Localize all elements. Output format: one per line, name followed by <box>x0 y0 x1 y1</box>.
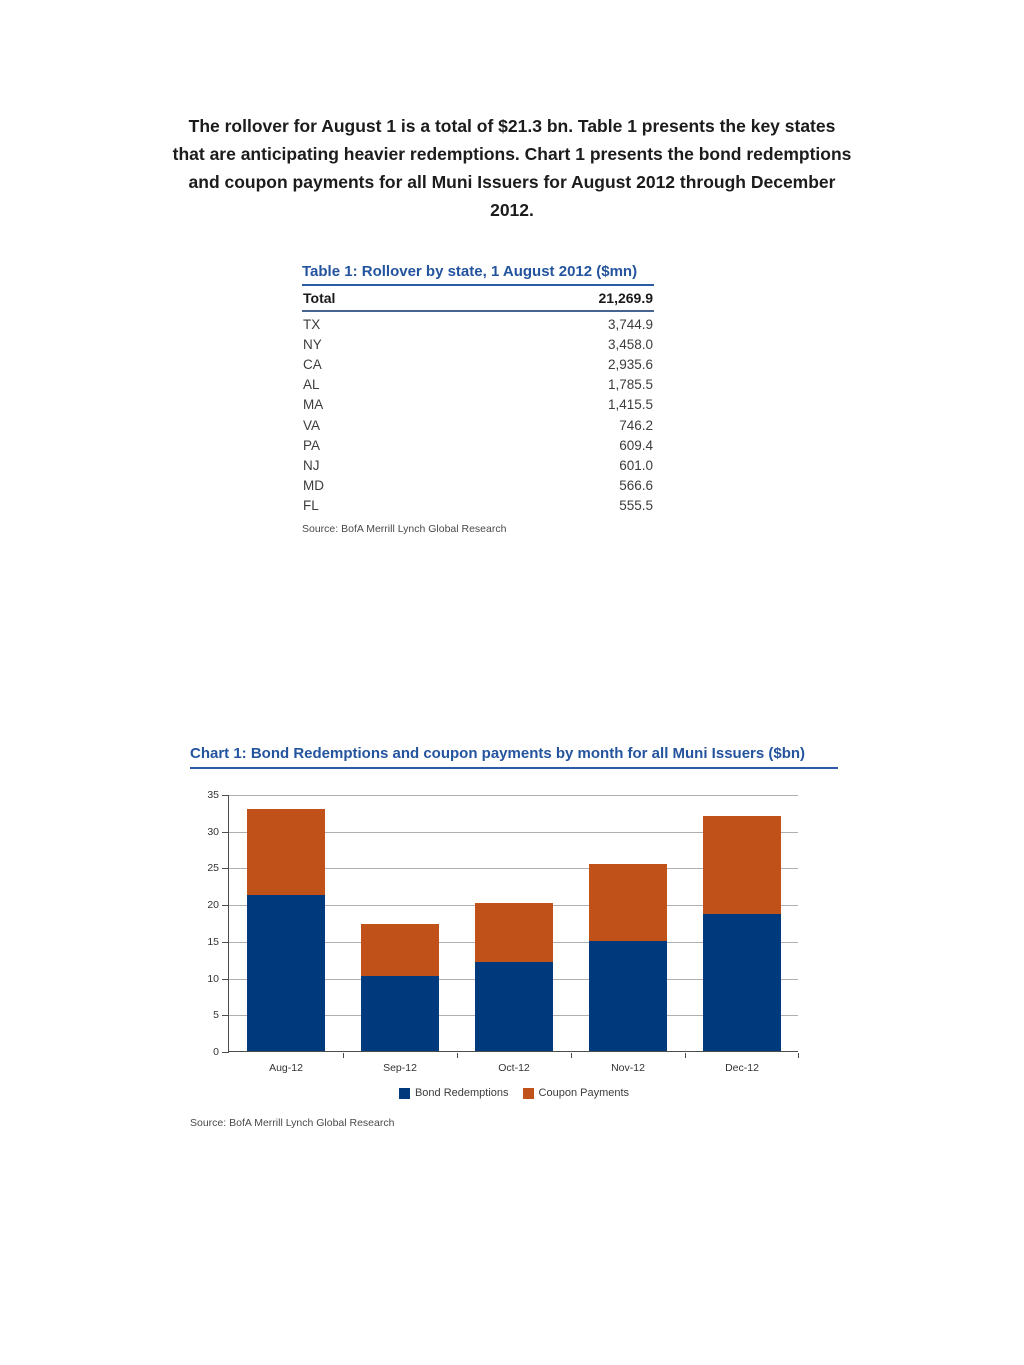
intro-line: 2012. <box>490 200 534 220</box>
table-row-state: MD <box>303 478 324 494</box>
table-title: Table 1: Rollover by state, 1 August 2012 ($mn) <box>302 263 654 286</box>
bar-segment-coupon-payments <box>703 816 781 914</box>
x-axis-tick <box>798 1053 799 1058</box>
x-axis-tick <box>571 1053 572 1058</box>
table-row-value: 746.2 <box>619 417 653 433</box>
intro-line: and coupon payments for all Muni Issuers for August 2012 through December <box>188 172 836 192</box>
x-axis-label: Oct-12 <box>498 1062 530 1074</box>
table-row-value: 1,785.5 <box>607 377 653 393</box>
table-row-state: TX <box>303 316 321 332</box>
table-row-value: 601.0 <box>619 457 653 473</box>
table-row <box>302 334 654 354</box>
chart-plot-area <box>207 789 798 1074</box>
y-axis-tick <box>222 905 229 906</box>
legend-label: Bond Redemptions <box>414 1087 509 1099</box>
legend-swatch-icon <box>523 1088 534 1099</box>
table-row-state: NJ <box>303 457 320 473</box>
table-row-state: PA <box>303 437 321 453</box>
table-row <box>302 395 654 415</box>
table-row <box>302 375 654 395</box>
table-source: Source: BofA Merrill Lynch Global Research <box>302 522 507 535</box>
rollover-table <box>302 263 654 535</box>
bar-segment-bond-redemptions <box>361 976 439 1051</box>
bar-segment-bond-redemptions <box>589 941 667 1051</box>
table-row-value: 1,415.5 <box>607 397 653 413</box>
table-row <box>302 435 654 455</box>
legend-item <box>399 1087 509 1099</box>
table-rows <box>302 312 654 516</box>
table-row <box>302 455 654 475</box>
table-row-state: CA <box>303 356 322 372</box>
bar-segment-coupon-payments <box>247 809 325 895</box>
y-axis-label: 20 <box>207 899 219 912</box>
table-row-state: NY <box>303 336 322 352</box>
y-axis-tick <box>222 795 229 796</box>
stacked-bar-dec-12 <box>703 816 781 1051</box>
legend-item <box>523 1087 630 1099</box>
table-row-state: FL <box>303 498 319 514</box>
stacked-bar-sep-12 <box>361 924 439 1051</box>
x-axis-label: Sep-12 <box>383 1062 417 1074</box>
x-axis-tick <box>685 1053 686 1058</box>
table-row-state: MA <box>303 397 324 413</box>
stacked-bar-oct-12 <box>475 903 553 1051</box>
y-axis-label: 15 <box>207 935 219 948</box>
intro-line: that are anticipating heavier redemptions. Chart 1 presents the bond redemptions <box>172 144 852 164</box>
table-row <box>302 476 654 496</box>
y-axis-tick <box>222 1052 229 1053</box>
table-row <box>302 314 654 334</box>
x-axis-tick <box>457 1053 458 1058</box>
y-axis-tick <box>222 832 229 833</box>
table-row <box>302 354 654 374</box>
chart-legend <box>190 1087 838 1099</box>
table-total-row <box>302 286 654 312</box>
table-row-state: AL <box>303 377 320 393</box>
stacked-bar-nov-12 <box>589 864 667 1051</box>
table-row <box>302 415 654 435</box>
table-total-label: Total <box>303 290 336 306</box>
y-axis-tick <box>222 942 229 943</box>
table-row-value: 609.4 <box>619 437 653 453</box>
y-axis-label: 25 <box>207 862 219 875</box>
bar-segment-coupon-payments <box>589 864 667 941</box>
y-axis-tick <box>222 979 229 980</box>
bar-segment-coupon-payments <box>475 903 553 962</box>
y-axis-label: 0 <box>213 1046 219 1058</box>
table-row-value: 3,458.0 <box>607 336 653 352</box>
legend-label: Coupon Payments <box>538 1087 630 1099</box>
table-row <box>302 496 654 516</box>
table-row-value: 555.5 <box>619 498 653 514</box>
bar-segment-bond-redemptions <box>475 962 553 1051</box>
intro-line: The rollover for August 1 is a total of $21.3 bn. Table 1 presents the key states <box>188 116 836 136</box>
bar-segment-coupon-payments <box>361 924 439 976</box>
y-axis-label: 10 <box>207 972 219 985</box>
table-row-state: VA <box>303 417 321 433</box>
x-axis-label: Dec-12 <box>725 1062 759 1074</box>
y-axis-tick <box>222 1015 229 1016</box>
table-row-value: 566.6 <box>619 478 653 494</box>
table-total-value: 21,269.9 <box>598 290 653 306</box>
y-axis-tick <box>222 868 229 869</box>
bar-segment-bond-redemptions <box>703 914 781 1051</box>
gridline <box>229 795 798 796</box>
y-axis-label: 35 <box>207 789 219 801</box>
x-axis-label: Aug-12 <box>269 1062 303 1074</box>
muni-chart <box>190 745 838 1155</box>
intro-paragraph <box>112 112 912 224</box>
table-row-value: 2,935.6 <box>607 356 653 372</box>
chart-title: Chart 1: Bond Redemptions and coupon payments by month for all Muni Issuers ($bn) <box>190 745 838 769</box>
bar-segment-bond-redemptions <box>247 895 325 1051</box>
stacked-bar-aug-12 <box>247 809 325 1051</box>
y-axis-label: 5 <box>213 1009 219 1022</box>
legend-swatch-icon <box>399 1088 410 1099</box>
table-row-value: 3,744.9 <box>607 316 653 332</box>
x-axis-tick <box>343 1053 344 1058</box>
chart-source: Source: BofA Merrill Lynch Global Research <box>190 1117 395 1129</box>
y-axis-label: 30 <box>207 825 219 838</box>
x-axis-label: Nov-12 <box>611 1062 645 1074</box>
